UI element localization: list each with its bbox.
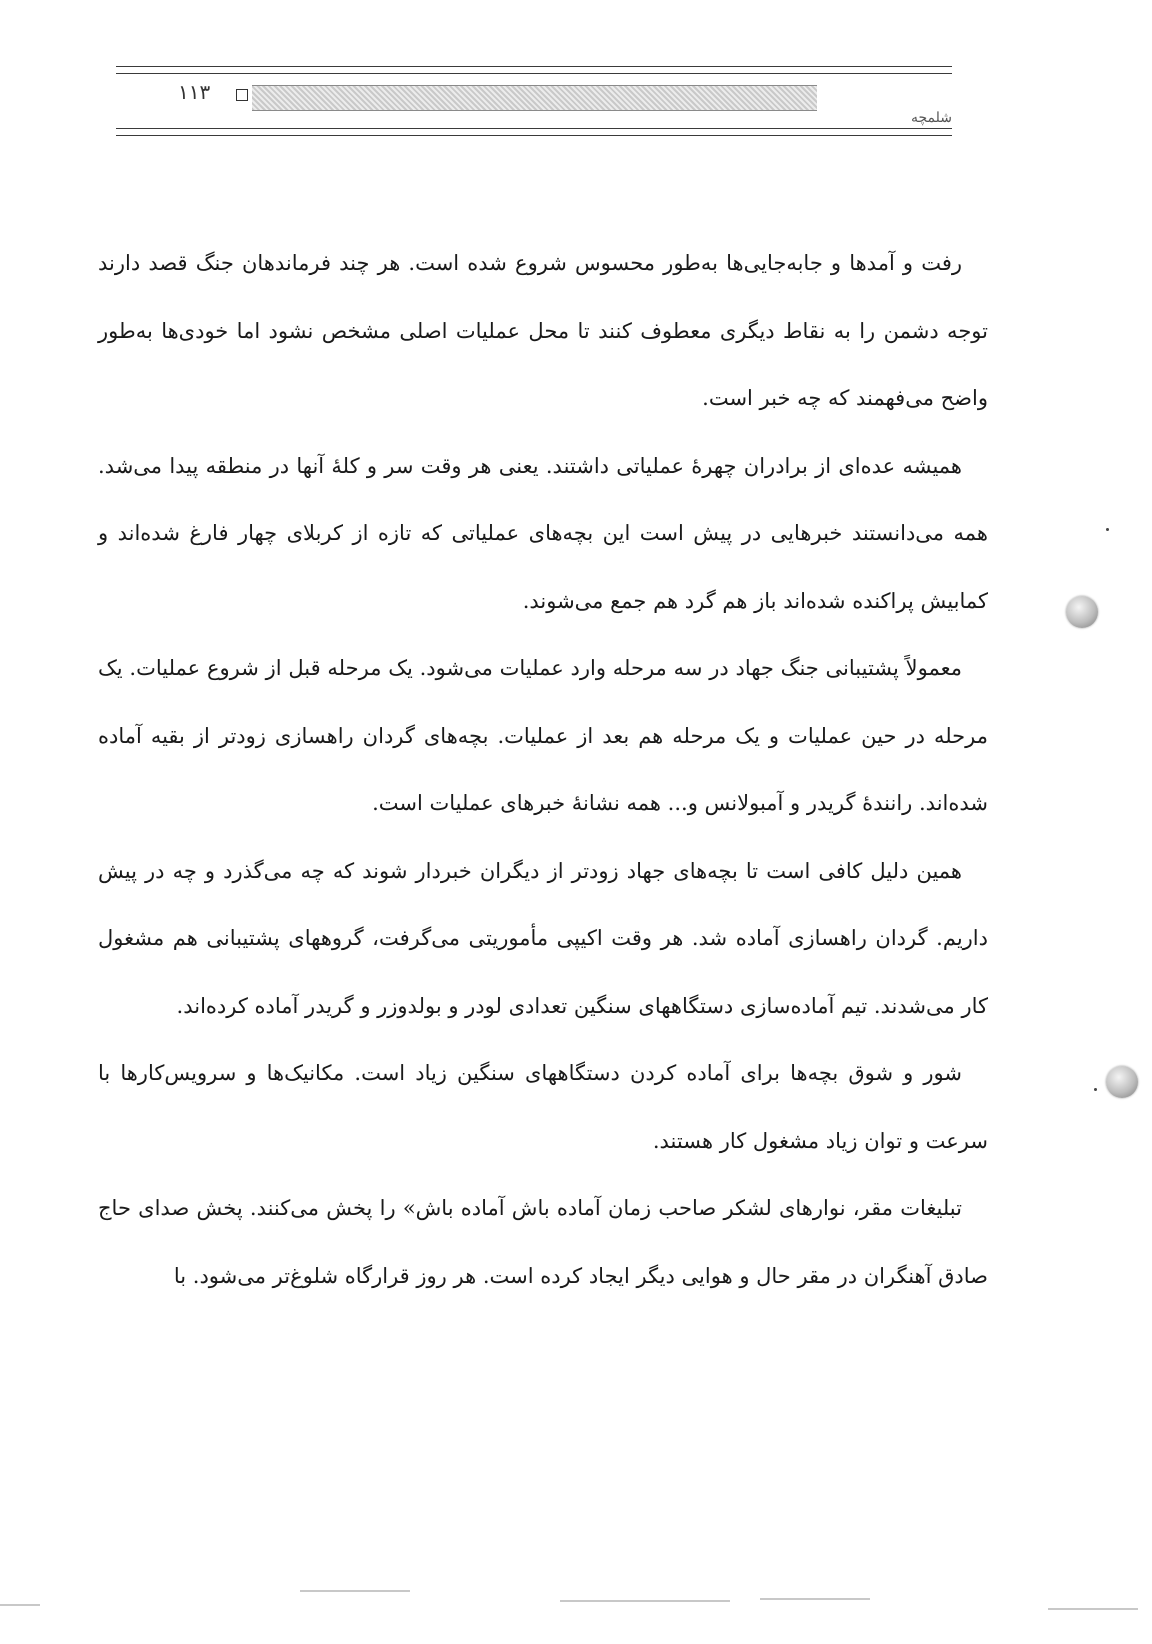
punch-hole-mark xyxy=(1106,528,1109,531)
header-rule-top xyxy=(116,66,952,67)
punch-hole xyxy=(1106,1066,1138,1098)
scan-streak xyxy=(0,1604,40,1606)
paragraph: رفت و آمدها و جابه‌جایی‌ها به‌طور محسوس شروع شده است. هر چند فرماندهان جنگ قصد دارند توجه دشمن را به نقاط دیگری معطوف کنند تا محل عملیات اصلی مشخص نشود اما خودی‌ها به‌طور واضح می‌فهمند که چه خبر است. xyxy=(98,251,988,410)
scan-streak xyxy=(760,1598,870,1600)
page-number: ۱۱۳ xyxy=(178,80,211,104)
paragraph: تبلیغات مقر، نوارهای لشکر صاحب زمان آماده باش آماده باش» را پخش می‌کنند. پخش صدای حاج صادق آهنگران در مقر حال و هوایی دیگر ایجاد کرده است. هر روز قرارگاه شلوغ‌تر می‌شود. با xyxy=(98,1196,988,1288)
body-text xyxy=(98,230,988,1310)
header-square-ornament xyxy=(236,89,248,101)
header-shaded-band xyxy=(252,85,817,111)
punch-hole-mark xyxy=(1094,1088,1097,1091)
header-rule-bottom-2 xyxy=(116,135,952,136)
scan-streak xyxy=(300,1590,410,1592)
paragraph: همین دلیل کافی است تا بچه‌های جهاد زودتر از دیگران خبردار شوند که چه می‌گذرد و چه در پیش داریم. گردان راهسازی آماده شد. هر وقت اکیپی مأموریتی می‌گرفت، گروههای پشتیبانی هم مشغول کار می‌شدند. تیم آماده‌سازی دستگاههای سنگین تعدادی لودر و بولدوزر و گریدر آماده کرده‌اند. xyxy=(98,858,988,1018)
scan-streak xyxy=(560,1600,730,1602)
header-rule-mid xyxy=(116,73,952,74)
paragraph: همیشه عده‌ای از برادران چهرهٔ عملیاتی داشتند. یعنی هر وقت سر و کلهٔ آنها در منطقه پیدا می‌شد. همه می‌دانستند خبرهایی در پیش است این بچه‌های عملیاتی که تازه از کربلای چهار فارغ شده‌اند و کمابیش پراکنده شده‌اند باز هم گرد هم جمع می‌شوند. xyxy=(98,453,988,613)
header-rule-bottom xyxy=(116,128,952,129)
punch-hole xyxy=(1066,596,1098,628)
paragraph: معمولاً پشتیبانی جنگ جهاد در سه مرحله وارد عملیات می‌شود. یک مرحله قبل از شروع عملیات. یک مرحله در حین عملیات و یک مرحله هم بعد از عملیات. بچه‌های گردان راهسازی زودتر از بقیه آماده شده‌اند. رانندهٔ گریدر و آمبولانس و... همه نشانهٔ خبرهای عملیات است. xyxy=(98,656,988,815)
running-title: شلمچه xyxy=(910,110,952,126)
scan-streak xyxy=(1048,1608,1138,1610)
paragraph: شور و شوق بچه‌ها برای آماده کردن دستگاههای سنگین زیاد است. مکانیک‌ها و سرویس‌کارها با سرعت و توان زیاد مشغول کار هستند. xyxy=(98,1061,988,1153)
